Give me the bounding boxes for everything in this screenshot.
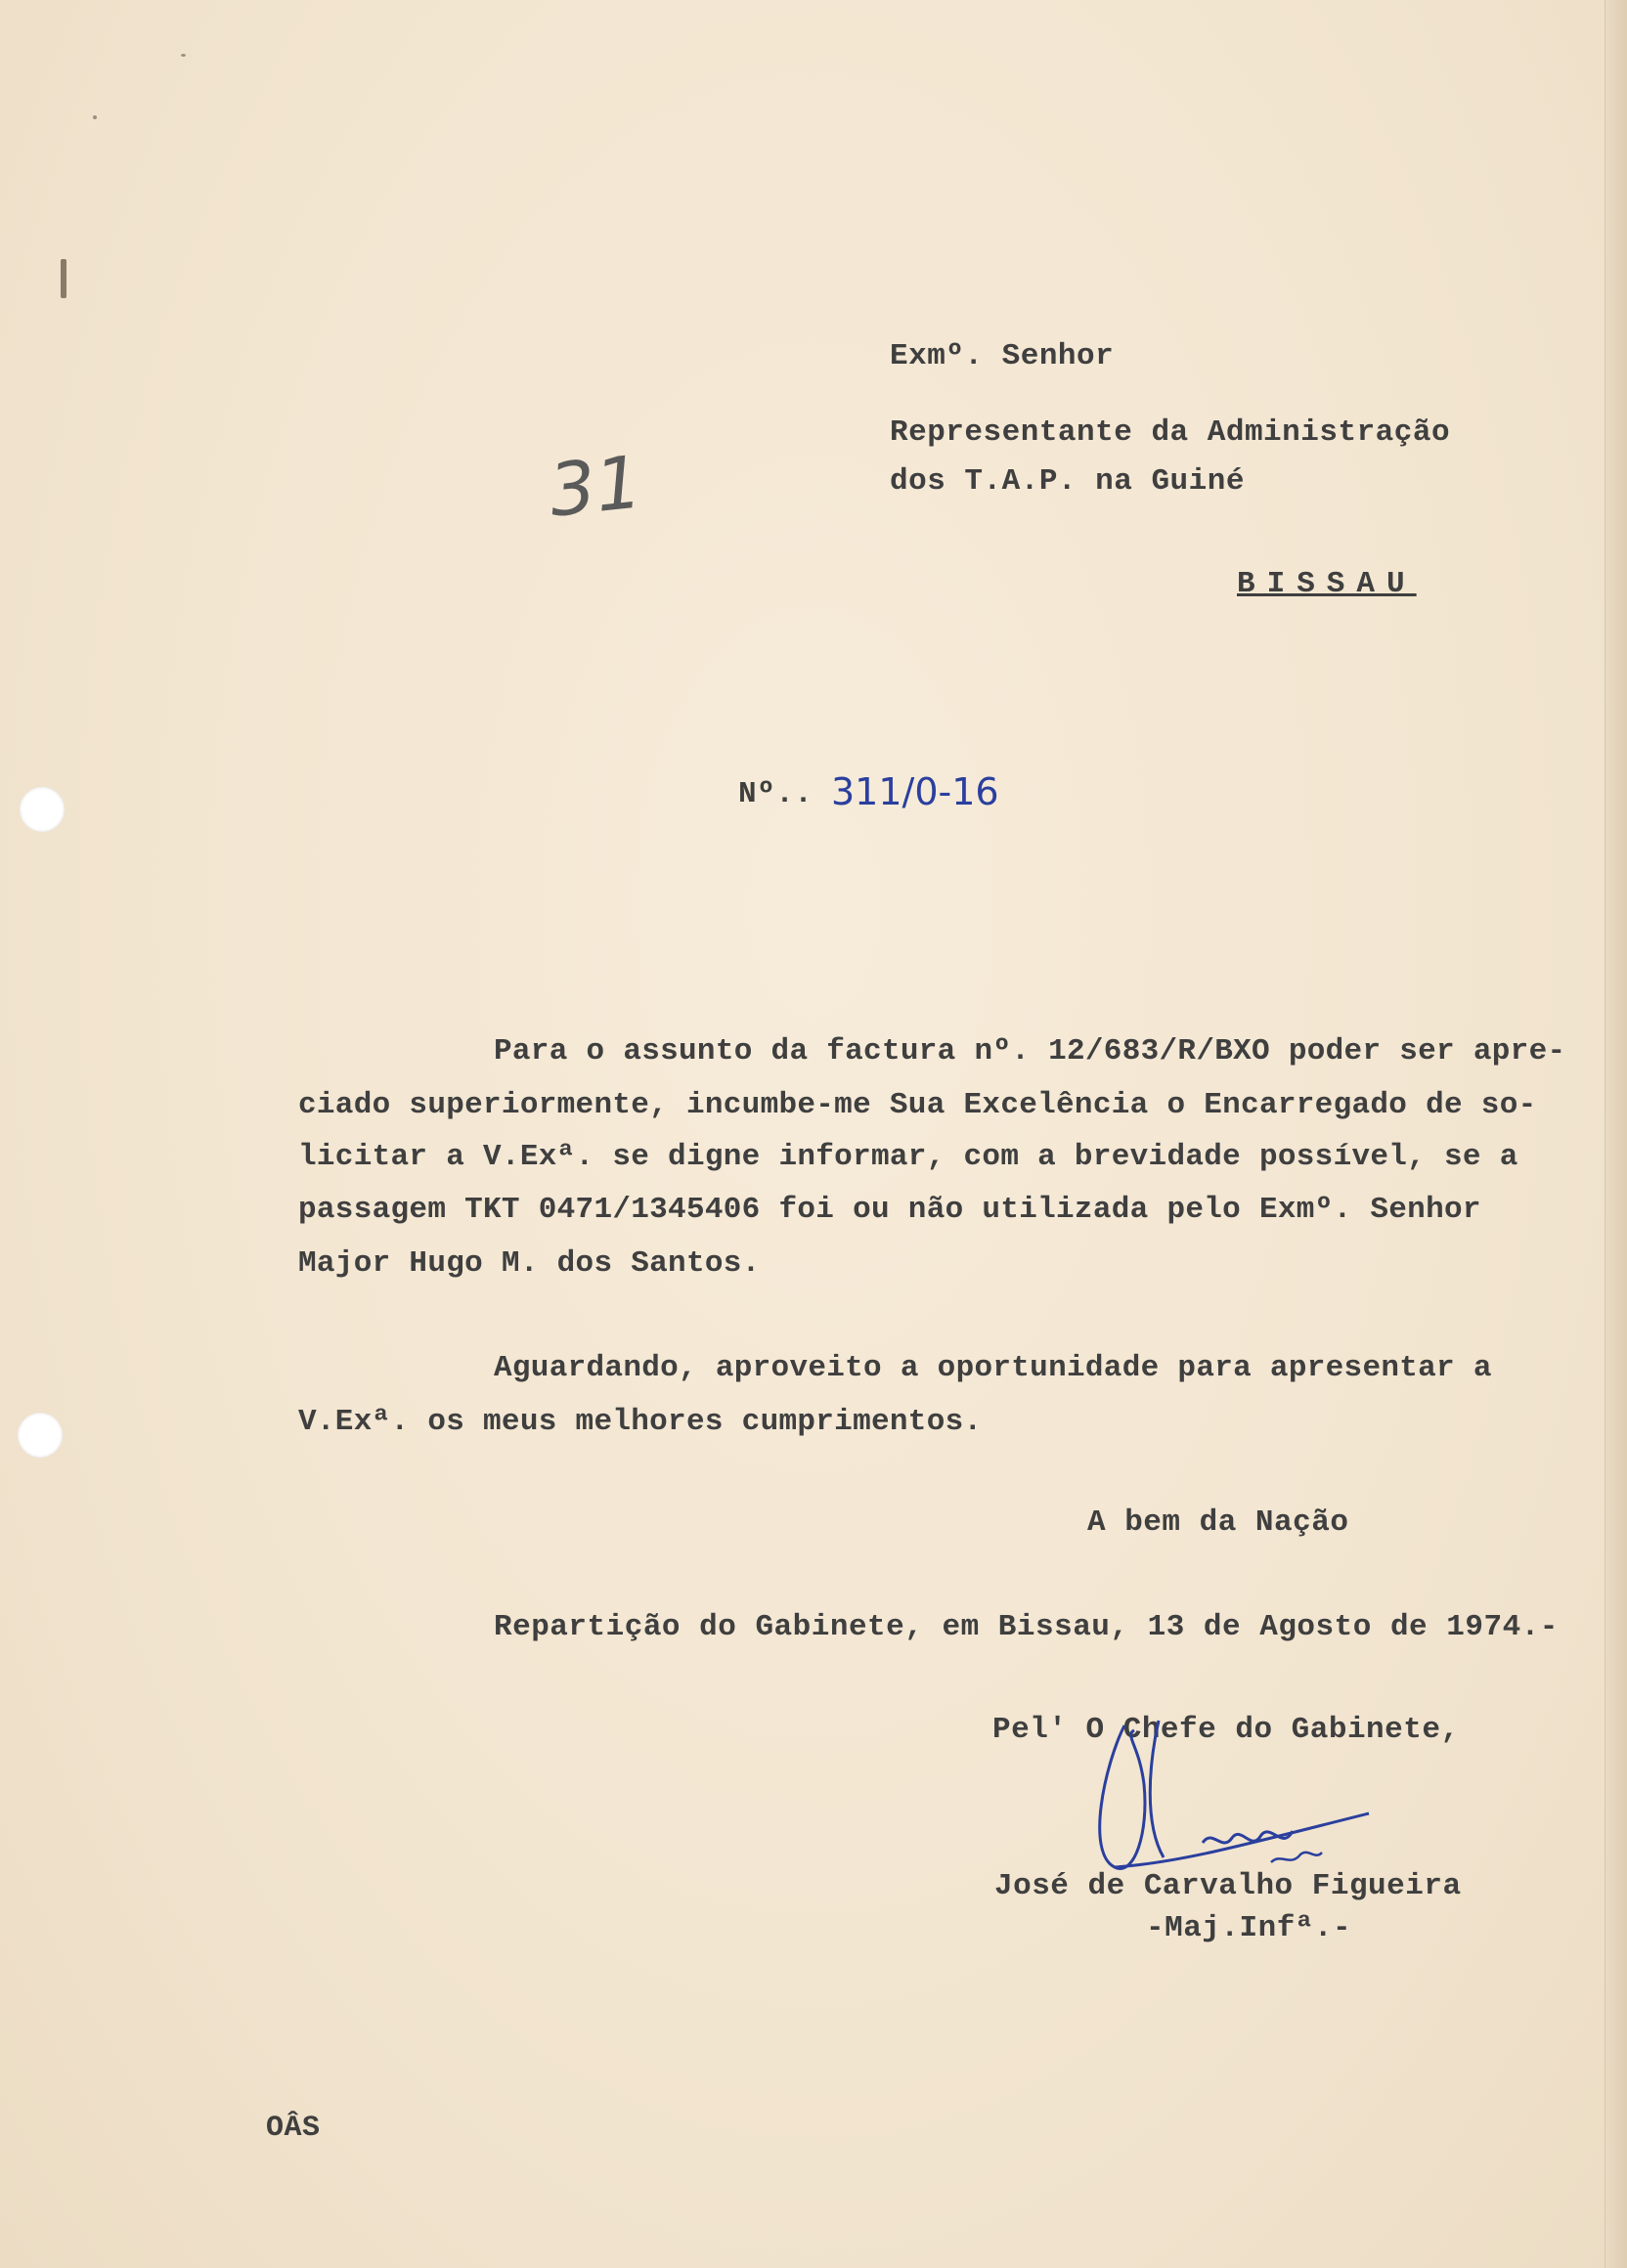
addressee-line-2: dos T.A.P. na Guiné xyxy=(890,464,1245,499)
paper-speck xyxy=(93,115,97,119)
punch-hole-bottom xyxy=(18,1413,63,1458)
body-p1-line-3: licitar a V.Exª. se digne informar, com a brevidade possível, se a xyxy=(298,1140,1518,1174)
body-p1-line-2: ciado superiormente, incumbe-me Sua Excelência o Encarregado de so- xyxy=(298,1088,1537,1122)
typist-initials: OÂS xyxy=(266,2112,321,2145)
paper-speck xyxy=(61,259,66,298)
body-p1-line-4: passagem TKT 0471/1345406 foi ou não utilizada pelo Exmº. Senhor xyxy=(298,1193,1481,1227)
signatory-rank: -Maj.Infª.- xyxy=(1146,1911,1352,1945)
paper-edge xyxy=(1605,0,1627,2268)
addressee-city: BISSAU xyxy=(1237,567,1417,601)
closing-formula: A bem da Nação xyxy=(1087,1505,1349,1540)
body-p1-line-5: Major Hugo M. dos Santos. xyxy=(298,1246,761,1281)
body-p1-line-1: Para o assunto da factura nº. 12/683/R/BXO poder ser apre- xyxy=(494,1034,1566,1069)
addressee-salutation: Exmº. Senhor xyxy=(890,339,1115,373)
body-p2-line-1: Aguardando, aproveito a oportunidade para apresentar a xyxy=(494,1351,1492,1385)
body-p2-line-2: V.Exª. os meus melhores cumprimentos. xyxy=(298,1405,983,1439)
paper-speck xyxy=(181,54,186,57)
handwritten-signature xyxy=(1066,1706,1418,1892)
punch-hole-top xyxy=(20,787,65,832)
signature-for: Pel' O Chefe do Gabinete, xyxy=(992,1713,1460,1747)
document-number-value: 311/0-16 xyxy=(831,770,999,813)
place-date: Repartição do Gabinete, em Bissau, 13 de Agosto de 1974.- xyxy=(494,1610,1559,1644)
signatory-name: José de Carvalho Figueira xyxy=(994,1869,1462,1903)
handwritten-reference: 31 xyxy=(545,440,646,534)
addressee-line-1: Representante da Administração xyxy=(890,415,1451,450)
document-number-label: Nº.. xyxy=(738,777,814,811)
